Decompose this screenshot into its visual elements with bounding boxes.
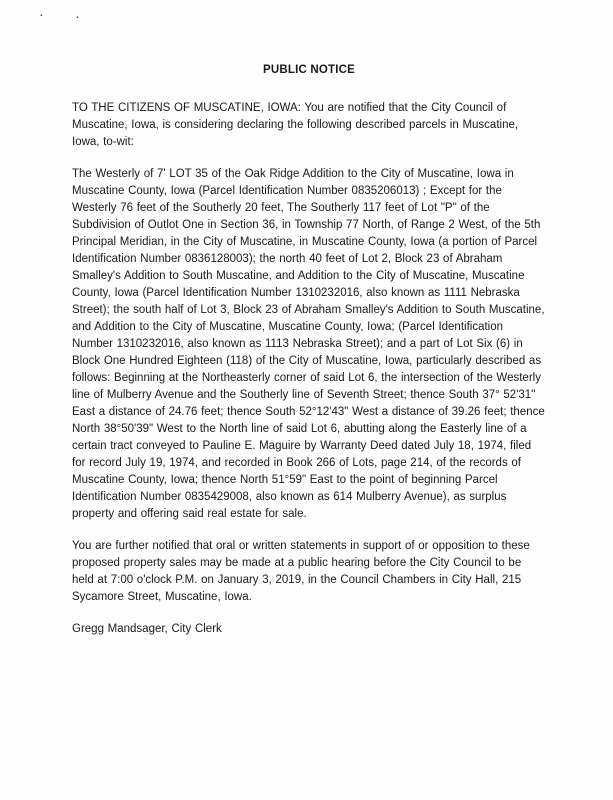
scan-artifact-mark: . — [40, 8, 43, 19]
scan-artifact-mark: . — [76, 10, 79, 21]
legal-description-paragraph: The Westerly of 7' LOT 35 of the Oak Ridge Addition to the City of Muscatine, Iowa in Muscatine County, Iowa (Parcel Identification Number 0835206013) ; Except for the Westerly 76 feet of the Southerly 20 feet, The Southerly 117 feet of Lot "P" of the Subdivision of Outlot One in Section 36, in Township 77 North, of Range 2 West, of the 5th Principal Meridian, in the City of Muscatine, in Muscatine County, Iowa (a portion of Parcel Identification Number 0836128003); the north 40 feet of Lot 2, Block 23 of Abraham Smalley's Addition to South Muscatine, and Addition to the City of Muscatine, Muscatine County, Iowa (Parcel Identification Number 1310232016, also known as 1111 Nebraska Street); the south half of Lot 3, Block 23 of Abraham Smalley's Addition to South Muscatine, and Addition to the City of Muscatine, Muscatine County, Iowa; (Parcel Identification Number 1310232016, also known as 1113 Nebraska Street); and a part of Lot Six (6) in Block One Hundred Eighteen (118) of the City of Muscatine, Iowa, particularly described as follows: Beginning at the Northeasterly corner of said Lot 6, the intersection of the Westerly line of Mulberry Avenue and the Southerly line of Seventh Street; thence South 37° 52'31" East a distance of 24.76 feet; thence South 52°12'43" West a distance of 39.26 feet; thence North 38°50'39" West to the North line of said Lot 6, abutting along the Easterly line of a certain tract conveyed to Pauline E. Maguire by Warranty Deed dated July 18, 1974, filed for record July 19, 1974, and recorded in Book 266 of Lots, page 214, of the records of Muscatine County, Iowa; thence North 51°59" East to the point of beginning Parcel Identification Number 0835429008, also known as 614 Mulberry Avenue), as surplus property and offering said real estate for sale. — [72, 168, 545, 520]
document-content — [72, 64, 546, 653]
notice-title: PUBLIC NOTICE — [262, 64, 356, 76]
intro-paragraph: TO THE CITIZENS OF MUSCATINE, IOWA: You are notified that the City Council of Muscatine, Iowa, is considering declaring the following described parcels in Muscatine, Iowa, to-wit: — [72, 102, 519, 148]
hearing-notice-paragraph: You are further notified that oral or written statements in support of or opposition to these proposed property sales may be made at a public hearing before the City Council to be held at 7:00 o'clock P.M. on January 3, 2019, in the Council Chambers in City Hall, 215 Sycamore Street, Muscatine, Iowa. — [72, 540, 530, 603]
signature-line: Gregg Mandsager, City Clerk — [72, 623, 222, 635]
